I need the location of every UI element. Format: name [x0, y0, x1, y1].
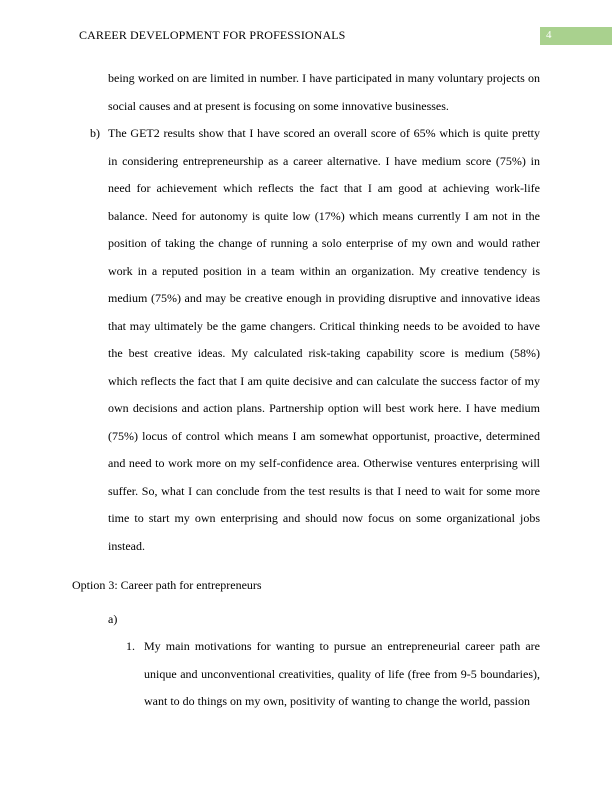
- page-number-box: [540, 27, 612, 45]
- list-marker-b: b): [90, 126, 100, 140]
- page-number: 4: [546, 29, 552, 41]
- list-marker-1: 1.: [126, 639, 135, 653]
- section-heading-option-3: Option 3: Career path for entrepreneurs: [72, 578, 262, 592]
- list-marker-a: a): [108, 612, 118, 626]
- list-item-1-paragraph: My main motivations for wanting to pursue an entrepreneurial career path are unique and unconventional creativities, quality of life (free from 9-5 boundaries), want to do things on my own, positivity of wanting to change the world, passion: [144, 639, 540, 708]
- header-title: CAREER DEVELOPMENT FOR PROFESSIONALS: [79, 28, 346, 42]
- list-item-b-paragraph: The GET2 results show that I have scored an overall score of 65% which is quite pretty in considering entrepreneurship as a career alternative. I have medium score (75%) in need for achievement which reflects the fact that I am good at achieving work-life balance. Need for autonomy is quite low (17%) which means currently I am not in the position of taking the change of running a solo enterprise of my own and would rather work in a reputed position in a team within an organization. My creative tendency is medium (75%) and may be creative enough in providing disruptive and innovative ideas that may ultimately be the game changers. Critical thinking needs to be avoided to have the best creative ideas. My calculated risk-taking capability score is medium (58%) which reflects the fact that I am quite decisive and can calculate the success factor of my own decisions and action plans. Partnership option will best work here. I have medium (75%) locus of control which means I am somewhat opportunist, proactive, determined and need to work more on my self-confidence area. Otherwise ventures enterprising will suffer. So, what I can conclude from the test results is that I need to wait for some more time to start my own enterprising and should now focus on some organizational jobs instead.: [108, 126, 540, 553]
- continuation-paragraph: being worked on are limited in number. I have participated in many voluntary projects on social causes and at present is focusing on some innovative businesses.: [108, 71, 540, 113]
